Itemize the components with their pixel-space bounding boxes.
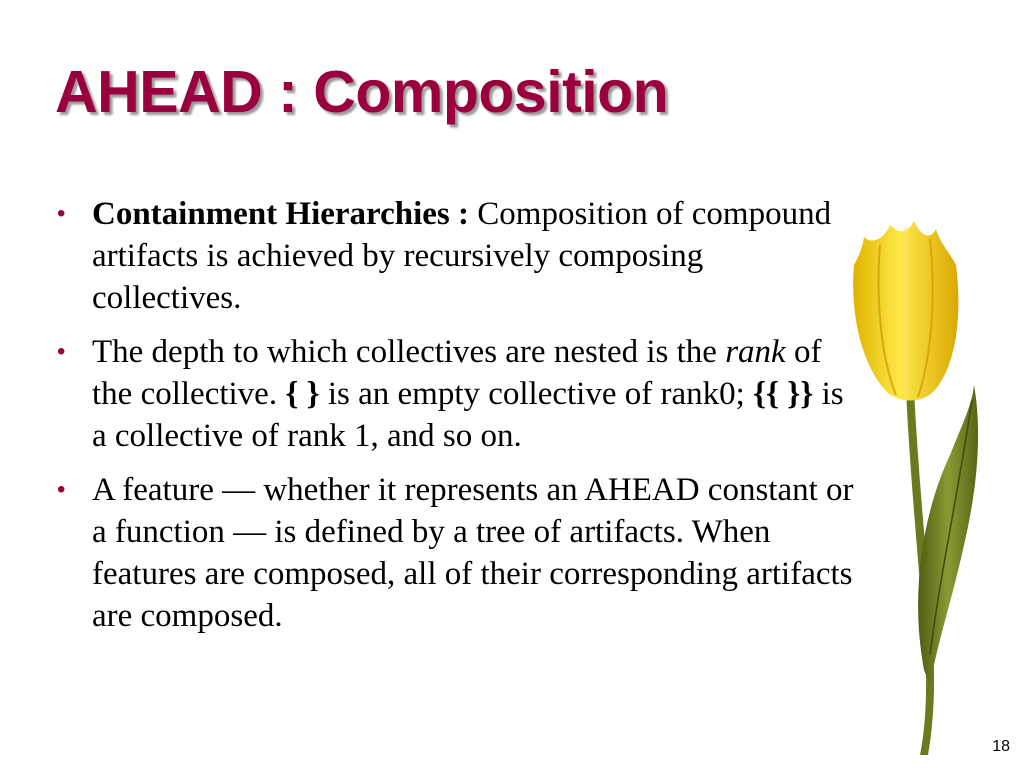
- bullet-text: The depth to which collectives are nested is the: [92, 334, 726, 370]
- tulip-image: [840, 215, 990, 760]
- bullet-text: is an empty collective of rank0;: [319, 376, 754, 412]
- page-number: 18: [992, 738, 1010, 755]
- bullet-text: Composition of compound artifacts is achieved by recursively composing collectives.: [92, 196, 832, 316]
- bullet-marker: •: [57, 338, 66, 365]
- bullet-text: A feature — whether it represents an AHEAD constant or a function — is defined by a tree of artifacts. When features are composed, all of their corresponding artifacts are composed.: [92, 472, 854, 634]
- bullet-bold-term: { }: [285, 376, 320, 412]
- bullet-text: is a collective of rank 1, and so on.: [92, 376, 844, 454]
- bullet-marker: •: [57, 476, 66, 503]
- bullet-item: [55, 469, 855, 637]
- bullet-lead-bold: Containment Hierarchies :: [92, 196, 470, 232]
- bullet-item: [55, 331, 855, 457]
- bullet-marker: •: [57, 200, 66, 227]
- bullet-italic-term: rank: [725, 334, 786, 370]
- bullet-text: of the collective.: [92, 334, 822, 412]
- bullet-list: [55, 193, 855, 649]
- bullet-item: [55, 193, 855, 319]
- bullet-bold-term: {{ }}: [753, 376, 814, 412]
- slide-title: AHEAD : Composition: [55, 59, 669, 125]
